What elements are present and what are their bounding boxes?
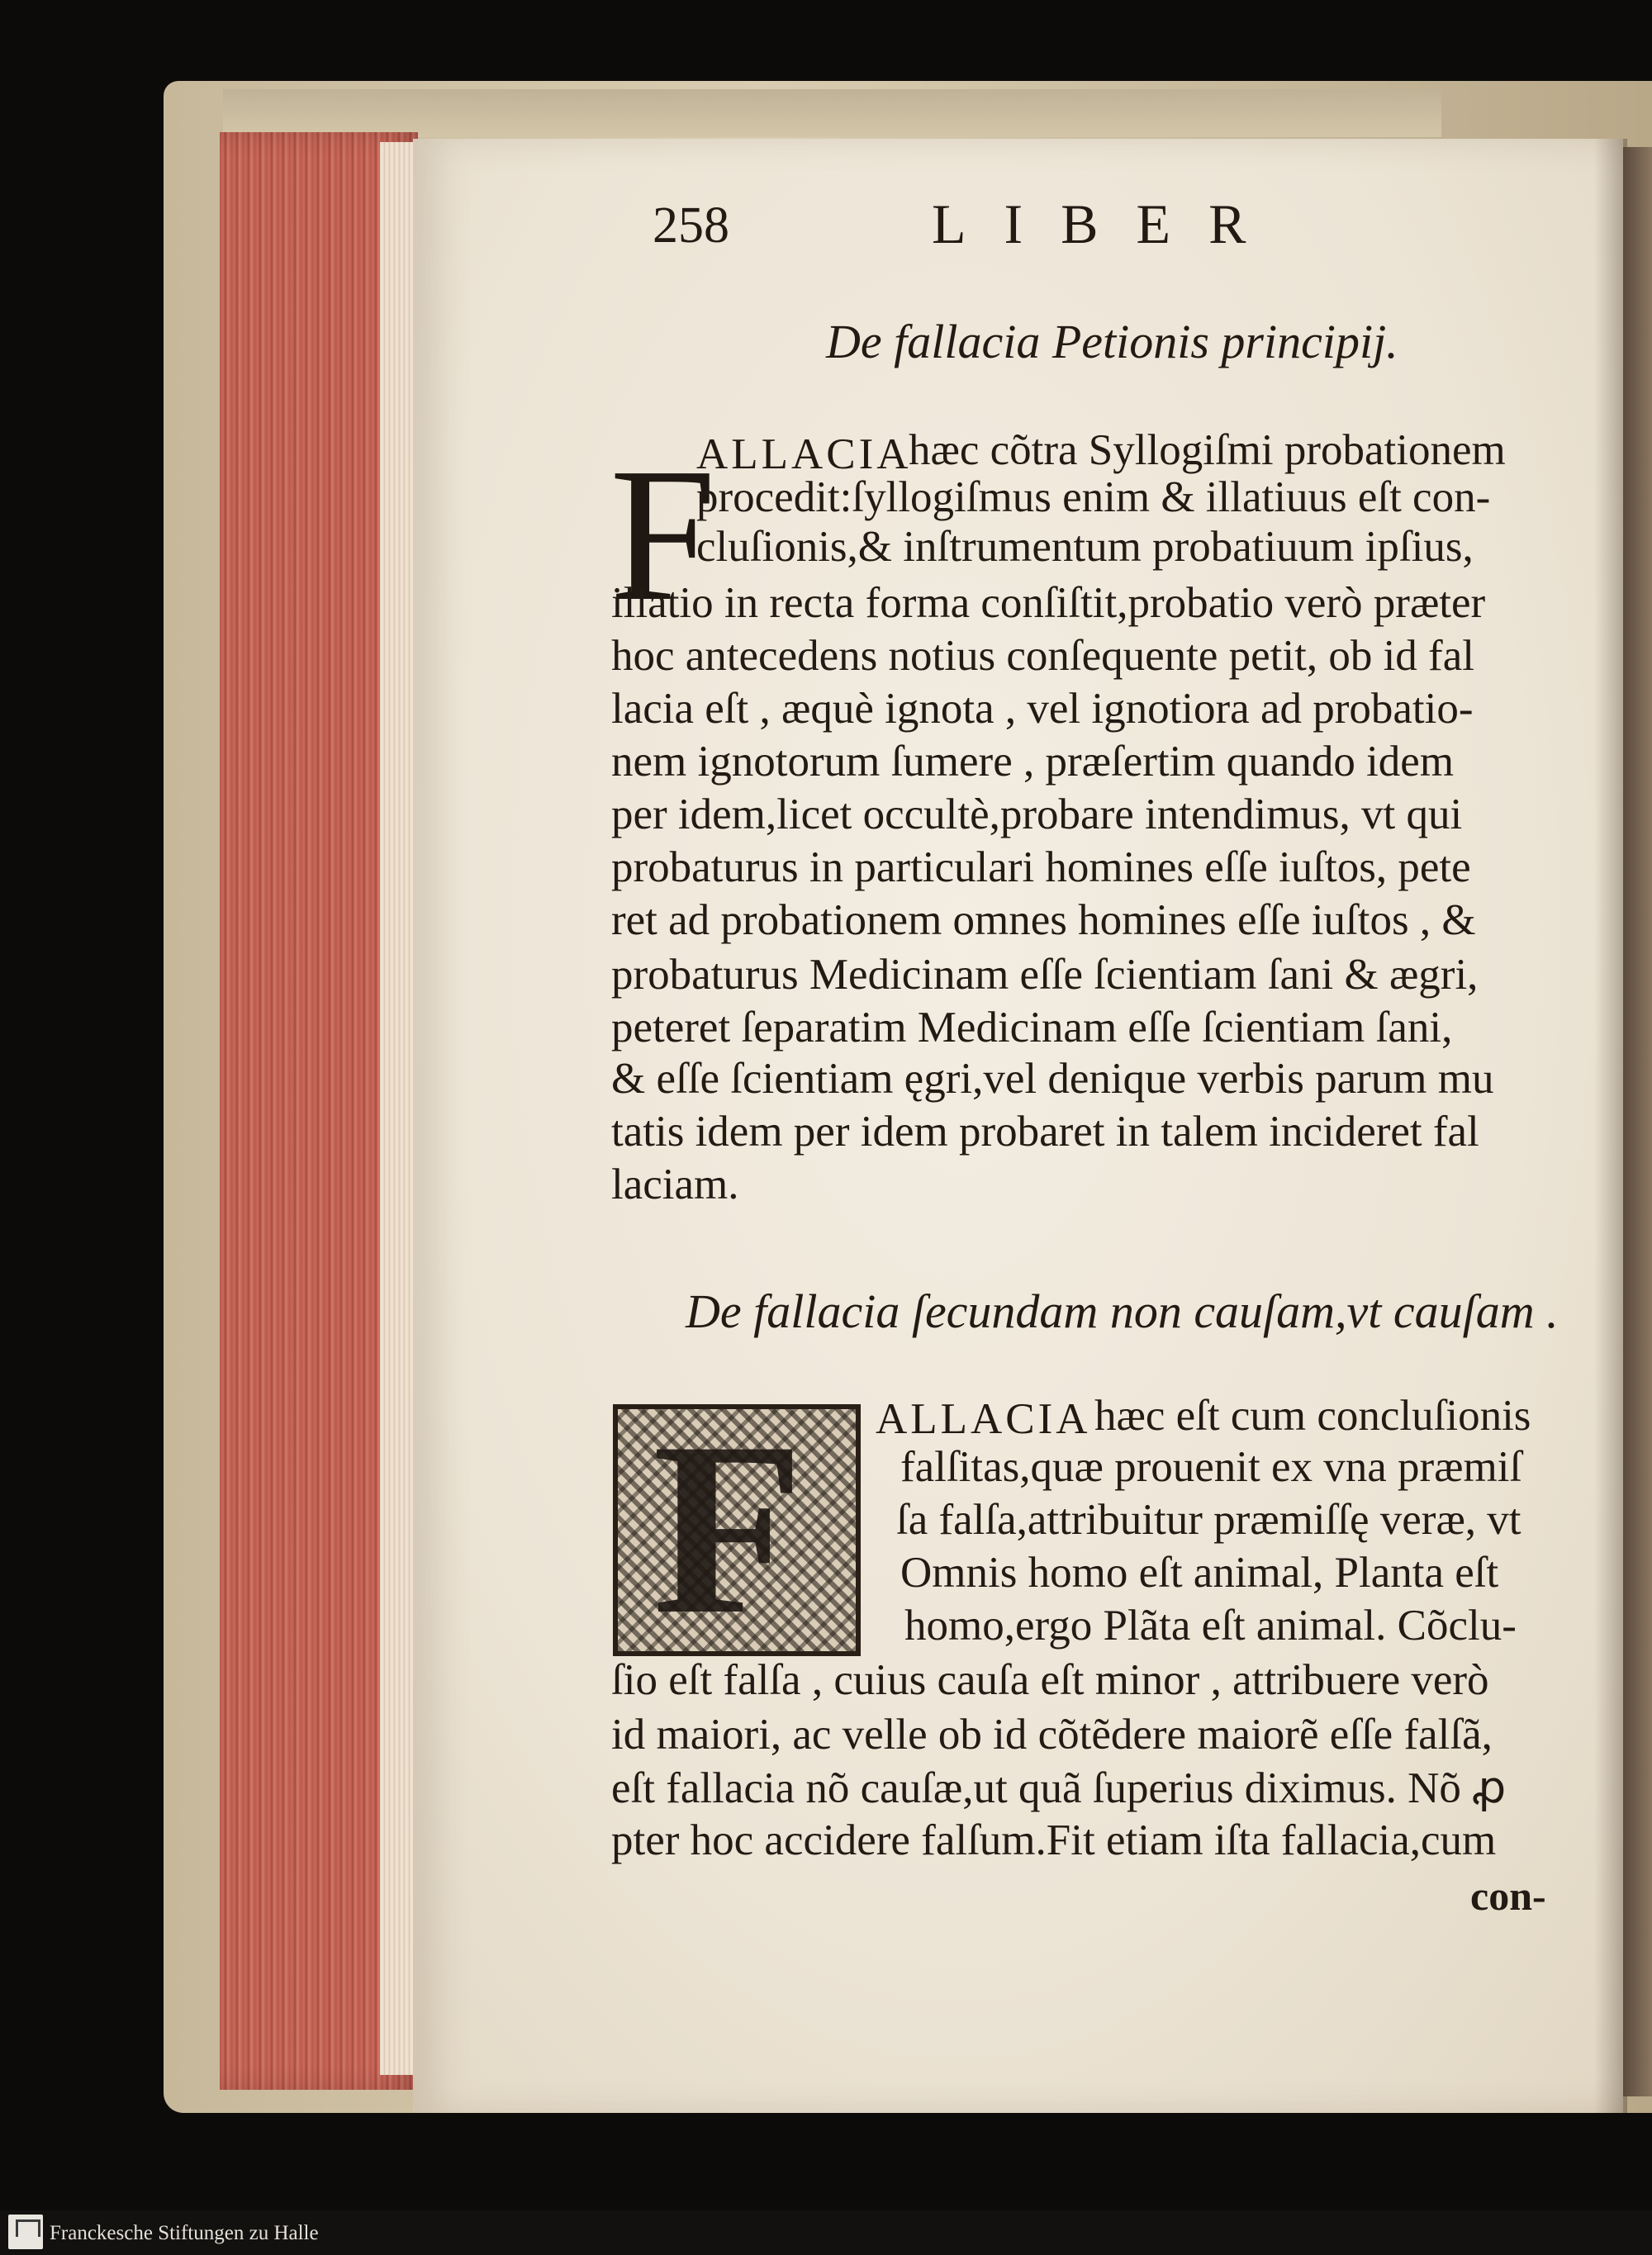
ornamental-drop-cap-letter: F xyxy=(653,1391,805,1665)
text-line: probaturus in particulari homines eſſe iuſtos, pete xyxy=(611,843,1471,891)
text-line: nem ignotorum ſumere , præſertim quando idem xyxy=(611,738,1455,786)
text-line: per idem,licet occultè,probare intendimus, vt qui xyxy=(611,790,1463,838)
text-line: illatio in recta forma conſiſtit,probatio verò præter xyxy=(611,579,1486,627)
text-line: cluſionis,& inſtrumentum probatiuum ipſius, xyxy=(696,523,1474,571)
page-gutter xyxy=(1594,139,1627,2113)
text-line: ſa falſa,attribuitur præmiſſę veræ, vt xyxy=(896,1496,1521,1544)
catchword: con- xyxy=(1470,1873,1546,1919)
page-top-edge xyxy=(223,89,1441,137)
text-line: ſio eſt falſa , cuius cauſa eſt minor , attribuere verò xyxy=(611,1656,1489,1704)
text-line: id maiori, ac velle ob id cõtẽdere maiorẽ eſſe falſã, xyxy=(611,1711,1493,1759)
text-line: hoc antecedens notius conſequente petit, ob id fal xyxy=(611,632,1474,680)
section-heading-non-causa: De fallacia ſecundam non cauſam,vt cauſam . xyxy=(686,1284,1559,1338)
first-word-smallcaps: ALLACIA xyxy=(876,1395,1091,1443)
text-line: homo,ergo Plãta eſt animal. Cõclu- xyxy=(904,1602,1517,1650)
text-line: eſt fallacia nõ cauſæ,ut quã ſuperius diximus. Nõ ꝓ xyxy=(611,1764,1507,1812)
text-line: tatis idem per idem probaret in talem incideret fal xyxy=(611,1108,1479,1156)
text-line: hæc cõtra Syllogiſmi probationem xyxy=(909,426,1506,474)
drop-cap-letter: F xyxy=(610,429,717,641)
text-line: lacia eſt , æquè ignota , vel ignotiora ad probatio- xyxy=(611,685,1474,733)
text-line: Omnis homo eſt animal, Planta eſt xyxy=(900,1549,1499,1597)
text-line: procedit:ſyllogiſmus enim & illatiuus eſt con- xyxy=(696,473,1491,521)
text-line: & eſſe ſcientiam ęgri,vel denique verbis parum mu xyxy=(611,1055,1494,1103)
text-line: hæc eſt cum concluſionis xyxy=(1094,1392,1531,1440)
text-line: ret ad probationem omnes homines eſſe iuſtos , & xyxy=(611,896,1476,944)
running-title: LIBER xyxy=(932,192,1284,255)
page-block-edge xyxy=(380,142,413,2075)
text-line: pter hoc accidere falſum.Fit etiam iſta fallacia,cum xyxy=(611,1816,1497,1864)
facing-page-edge xyxy=(1623,147,1652,2096)
section-heading-petitio: De fallacia Petionis principij. xyxy=(826,315,1398,368)
text-line: probaturus Medicinam eſſe ſcientiam ſani & ægri, xyxy=(611,951,1479,999)
text-line: falſitas,quæ prouenit ex vna præmiſ xyxy=(900,1443,1522,1491)
page-number: 258 xyxy=(653,197,729,254)
institution-logo-icon[interactable] xyxy=(8,2215,43,2249)
institution-name: Franckesche Stiftungen zu Halle xyxy=(50,2222,319,2244)
text-line: peteret ſeparatim Medicinam eſſe ſcientiam ſani, xyxy=(611,1004,1453,1052)
first-word-smallcaps: ALLACIA xyxy=(696,430,912,478)
text-line: laciam. xyxy=(611,1161,739,1208)
